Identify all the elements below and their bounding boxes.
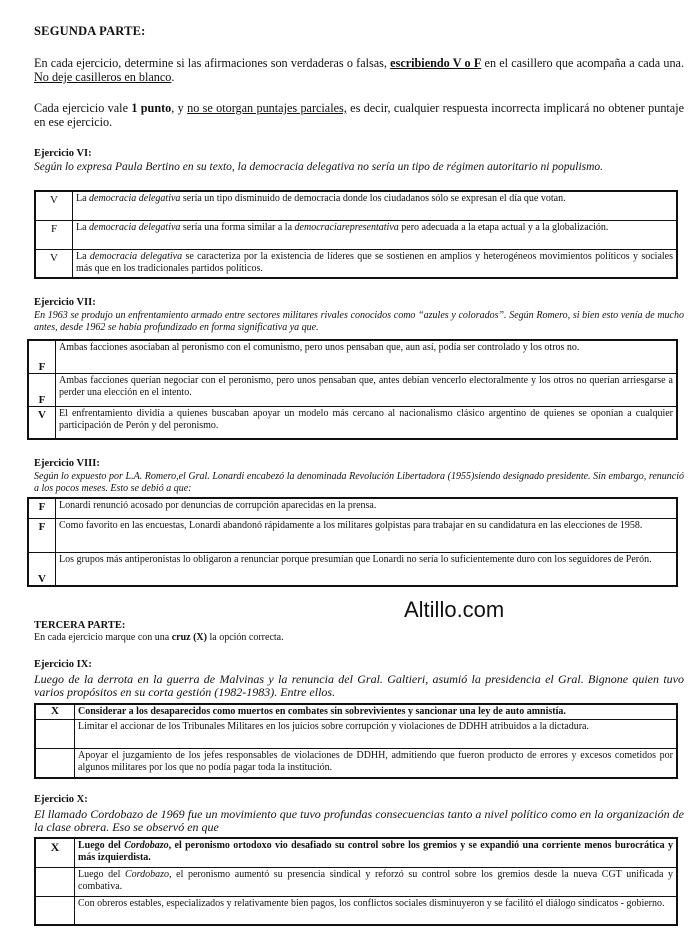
table-row [28,406,677,439]
statement-cell: Los grupos más antiperonistas lo obligaron a renunciar porque presumían que Lonardi no sería lo suficientemente duro con los seguidores de Perón. [56,552,678,586]
statement-cell: Ambas facciones querían negociar con el peronismo, pero unos pensaban que, antes debían vencerlo electoralmente y los otros no querían arriesgarse a perder una elección en el intento. [56,373,678,406]
table-row [35,720,677,749]
answer-cell[interactable]: V [35,249,73,278]
exercise-10-title: Ejercicio X: [34,794,88,805]
statement-cell: El enfrentamiento dividía a quienes buscaban apoyar un modelo más cercano al nacionalismo clásico argentino de quienes se oponían a cualquier participación de Perón y del peronismo. [56,406,678,439]
exercise-8-intro: Según lo expuesto por L.A. Romero,el Gral. Lonardi encabezó la denominada Revolución Libertadora (1955)siendo designado presidente. Sin embargo, renunció a los pocos meses. Esto se debió a que: [34,471,684,494]
table-row [28,518,677,552]
answer-cell[interactable] [35,749,75,778]
statement-cell: Limitar el accionar de los Tribunales Militares en los juicios sobre corrupción y violaciones de DDHH atribuidos a la dictadura. [75,720,678,749]
answer-cell[interactable]: X [35,838,75,867]
statement-cell: Apoyar el juzgamiento de los jefes responsables de violaciones de DDHH, admitiendo que fueron producto de errores y excesos cometidos por algunos militares por los que no podía pagar toda la institución. [75,749,678,778]
exercise-6-intro: Según lo expresa Paula Bertino en su texto, la democracia delegativa no sería un tipo de régimen autoritario ni populismo. [34,161,604,173]
statement-cell: Considerar a los desaparecidos como muertos en combates sin sobrevivientes y sancionar una ley de auto amnistía. [75,704,678,720]
instructions-paragraph-2: Cada ejercicio vale 1 punto, y no se otorgan puntajes parciales, es decir, cualquier respuesta incorrecta implicará no obtener puntaje en ese ejercicio. [34,101,685,129]
section-title-tercera: TERCERA PARTE: [34,620,126,631]
answer-cell[interactable]: F [28,373,56,406]
statement-cell: La democracia delegativa sería una forma similar a la democraciarepresentativa pero adecuada a la etapa actual y a la globalización. [73,220,678,249]
answer-cell[interactable]: V [28,406,56,439]
answer-cell[interactable]: V [35,191,73,220]
statement-cell: Luego del Cordobazo, el peronismo ortodoxo vio desafiado su control sobre los gremios y se expandió una corriente menos burocrática y más izquierdista. [75,838,678,867]
statement-cell: Ambas facciones asociaban al peronismo con el comunismo, pero unos pensaban que, aun así, podía ser controlado y los otros no. [56,340,678,373]
exercise-7-table [27,339,678,440]
instructions-tercera: En cada ejercicio marque con una cruz (X) la opción correcta. [34,632,284,643]
exercise-6-table [34,190,678,279]
exercise-9-title: Ejercicio IX: [34,659,92,670]
exercise-7-title: Ejercicio VII: [34,297,96,308]
table-row [35,896,677,925]
section-title-segunda: SEGUNDA PARTE: [34,24,146,38]
answer-cell[interactable] [35,896,75,925]
table-row [35,867,677,896]
statement-cell: La democracia delegativa se caracteriza por la existencia de líderes que se sostienen en amplios y heterogéneos movimientos políticos y sociales más que en los tradicionales partidos políticos. [73,249,678,278]
answer-cell[interactable] [35,720,75,749]
answer-cell[interactable] [35,867,75,896]
instruction-emphasis: escribiendo V o F [390,56,482,70]
table-row [28,498,677,518]
statement-cell: Lonardi renunció acosado por denuncias de corrupción aparecidas en la prensa. [56,498,678,518]
table-row [35,838,677,867]
answer-cell[interactable]: F [28,518,56,552]
answer-cell[interactable]: F [28,498,56,518]
exercise-9-table [34,703,678,779]
table-row [35,220,677,249]
exercise-7-intro: En 1963 se produjo un enfrentamiento armado entre sectores militares rivales conocidos como “azules y colorados”. Según Romero, si bien esto venía de mucho antes, desde 1962 se había profundizado en forma significativa ya que. [34,310,684,333]
statement-cell: Como favorito en las encuestas, Lonardi abandonó rápidamente a los militares golpistas para trabajar en su candidatura en las elecciones de 1958. [56,518,678,552]
statement-cell: Con obreros estables, especializados y relativamente bien pagos, los conflictos sociales disminuyeron y se facilitó el diálogo sindicatos - gobierno. [75,896,678,925]
exercise-8-title: Ejercicio VIII: [34,458,100,469]
statement-cell: Luego del Cordobazo, el peronismo aumentó su presencia sindical y reforzó su control sobre los gremios desde la nueva CGT unificada y combativa. [75,867,678,896]
watermark-text: Altillo.com [404,597,505,622]
exercise-10-intro: El llamado Cordobazo de 1969 fue un movimiento que tuvo profundas consecuencias tanto a nivel político como en la organización de la clase obrera. Eso se observó en que [34,807,684,834]
table-row [35,249,677,278]
table-row [35,749,677,778]
table-row [35,191,677,220]
exercise-8-table [27,497,678,587]
table-row [35,704,677,720]
table-row [28,373,677,406]
exercise-9-intro: Luego de la derrota en la guerra de Malvinas y la renuncia del Gral. Galtieri, asumió la presidencia el Gral. Bignone quien tuvo varios propósitos en su corta gestión (1982-1983). Entre ellos. [34,672,684,699]
answer-cell[interactable]: X [35,704,75,720]
exercise-10-table [34,837,678,926]
exercise-6-title: Ejercicio VI: [34,148,92,159]
instructions-paragraph-1: En cada ejercicio, determine si las afirmaciones son verdaderas o falsas, escribiendo V o F en el casillero que acompaña a cada una. No deje casilleros en blanco. [34,56,684,84]
answer-cell[interactable]: V [28,552,56,586]
table-row [28,552,677,586]
answer-cell[interactable]: F [28,340,56,373]
answer-cell[interactable]: F [35,220,73,249]
table-row [28,340,677,373]
instruction-underline: No deje casilleros en blanco [34,70,172,84]
statement-cell: La democracia delegativa sería un tipo disminuido de democracia donde los ciudadanos sólo se expresan el día que votan. [73,191,678,220]
